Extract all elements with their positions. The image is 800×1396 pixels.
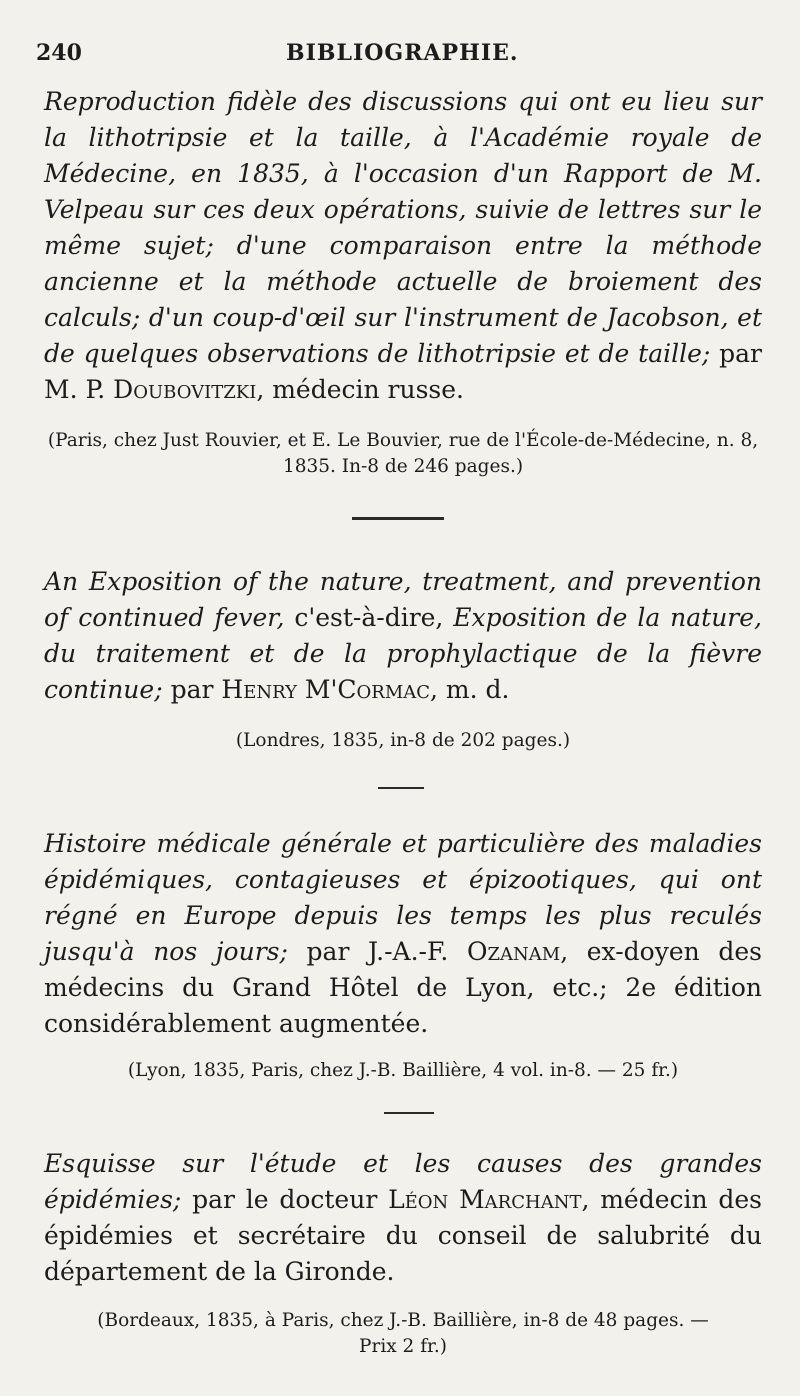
entry-3-by: par J.-A.-F. [287, 937, 467, 966]
entry-1-publication-text: (Paris, chez Just Rouvier, et E. Le Bouvier, rue de l'École-de-Médecine, n. 8, 1835. In-8 de 246 pages.) [47, 430, 759, 477]
bibliography-entry-1 [44, 84, 762, 408]
section-divider [384, 1112, 434, 1114]
entry-3-role: , ex-doyen des médecins du Grand Hôtel de Lyon, etc.; 2e édition considérablement augmentée. [44, 937, 762, 1038]
entry-1-author: Doubovitzki [113, 375, 257, 404]
entry-2-publication [44, 728, 762, 754]
entry-4-author: Léon Marchant [388, 1185, 582, 1214]
entry-3-title: Histoire médicale générale et particulière des maladies épidémiques, contagieuses et épizootiques, qui ont régné en Europe depuis les temps les plus reculés jusqu'à nos jours; [44, 829, 762, 966]
entry-4-role: , médecin des épidémies et secrétaire du conseil de salubrité du département de la Gironde. [44, 1185, 762, 1286]
section-divider [352, 517, 444, 520]
entry-3-publication-text: (Lyon, 1835, Paris, chez J.-B. Baillière, 4 vol. in-8. — 25 fr.) [127, 1060, 679, 1081]
entry-4-citation [44, 1146, 762, 1290]
entry-2-publication-text: (Londres, 1835, in-8 de 202 pages.) [235, 730, 571, 751]
entry-3-publication [44, 1058, 762, 1084]
entry-3-author: Ozanam [467, 937, 561, 966]
entry-3-citation [44, 826, 762, 1042]
entry-1-publication [44, 428, 762, 480]
entry-1-citation [44, 84, 762, 408]
entry-4-publication [44, 1308, 762, 1360]
page-header [36, 40, 760, 76]
entry-4-by: par le docteur [181, 1185, 389, 1214]
entry-4-publication-text: (Bordeaux, 1835, à Paris, chez J.-B. Baillière, in-8 de 48 pages. — [97, 1310, 709, 1331]
section-divider [378, 787, 424, 789]
entry-4-publication-price: Prix 2 fr.) [359, 1336, 447, 1357]
bibliography-entry-2 [44, 564, 762, 708]
entry-1-role: , médecin russe. [256, 375, 465, 404]
entry-2-citation [44, 564, 762, 708]
entry-2-title: An Exposition of the nature, treatment, and prevention of continued fever, [44, 567, 762, 632]
bibliography-entry-4 [44, 1146, 762, 1290]
entry-2-by: par [162, 675, 222, 704]
bibliography-entry-3 [44, 826, 762, 1042]
entry-1-title: Reproduction fidèle des discussions qui ont eu lieu sur la lithotripsie et la taille, à l'Académie royale de Médecine, en 1835, à l'occasion d'un Rapport de M. Velpeau sur ces deux opérations, suivie de lettres sur le même sujet; d'une comparaison entre la méthode ancienne et la méthode actuelle de broiement des calculs; d'un coup-d'œil sur l'instrument de Jacobson, et de quelques observations de lithotripsie et de taille; [44, 87, 762, 368]
entry-1-by: par M. P. [44, 339, 762, 404]
entry-2-role: , m. d. [430, 675, 510, 704]
entry-2-translation: Exposition de la nature, du traitement et de la prophylactique de la fièvre continue; [44, 603, 762, 704]
running-title: BIBLIOGRAPHIE. [286, 40, 519, 66]
entry-2-author: Henry M'Cormac [221, 675, 431, 704]
entry-2-translation-prefix: c'est-à-dire, [284, 603, 454, 632]
entry-4-title: Esquisse sur l'étude et les causes des grandes épidémies; [44, 1149, 762, 1214]
page-number: 240 [36, 40, 82, 66]
